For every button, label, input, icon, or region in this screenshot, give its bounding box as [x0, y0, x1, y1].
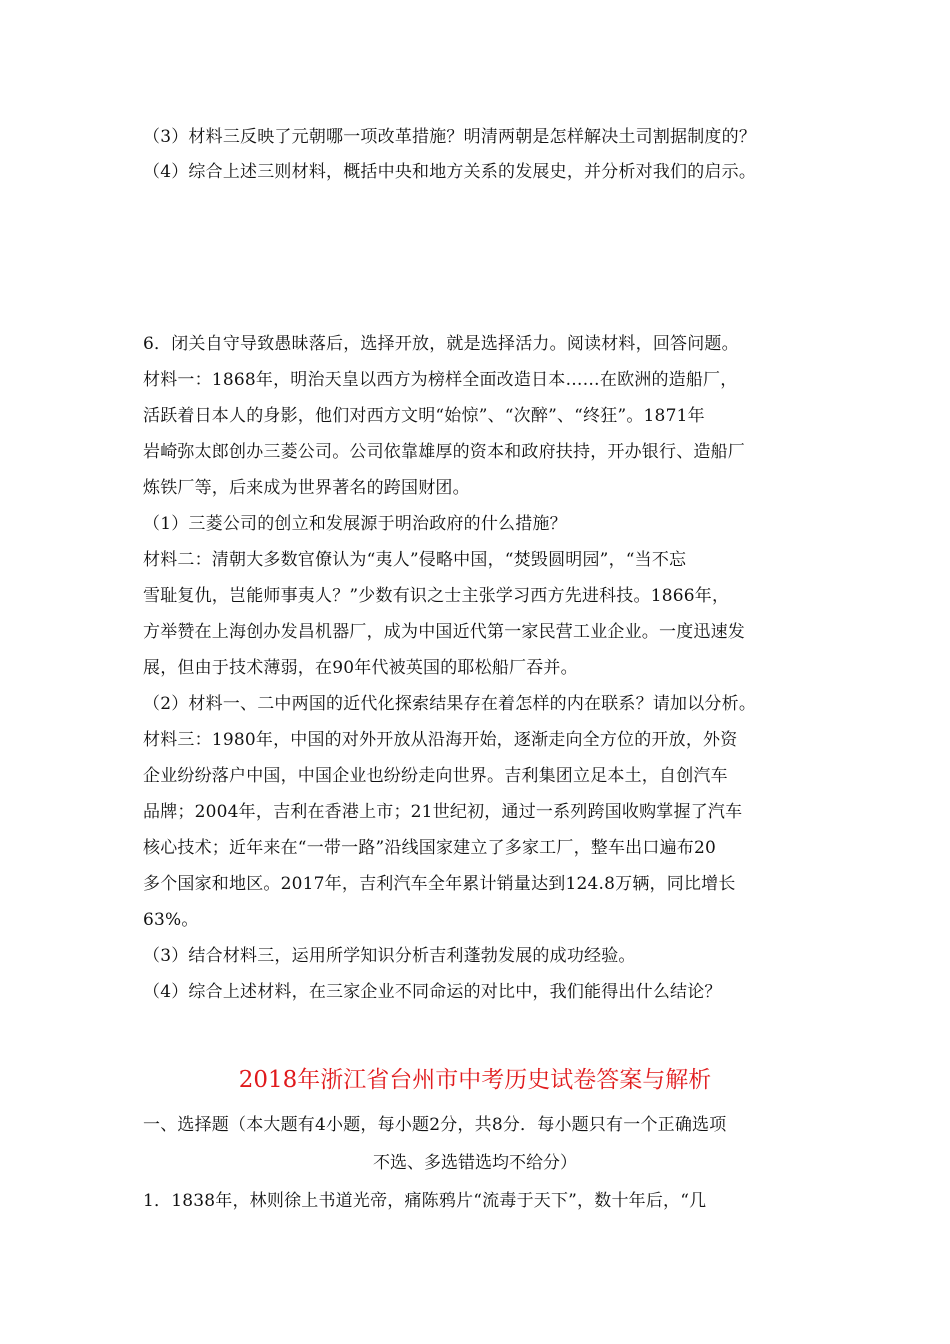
q6-material3-line1: 材料三：1980年，中国的对外开放从沿海开始，逐渐走向全方位的开放，外资: [143, 730, 738, 750]
q6-part1: （1）三菱公司的创立和发展源于明治政府的什么措施？: [143, 514, 567, 534]
q6-material2-line3: 方举赞在上海创办发昌机器厂，成为中国近代第一家民营工业企业。一度迅速发: [143, 622, 745, 642]
q6-material1-line2: 活跃着日本人的身影，他们对西方文明“始惊”、“次醉”、“终狂”。1871年: [143, 406, 705, 426]
question-1-start: 1．1838年，林则徐上书道光帝，痛陈鸦片“流毒于天下”，数十年后，“几: [143, 1191, 707, 1211]
q5-part3: （3）材料三反映了元朝哪一项改革措施？明清两朝是怎样解决土司割据制度的？: [143, 127, 757, 147]
section-heading-continued: 不选、多选错选均不给分）: [373, 1153, 577, 1173]
q6-material1-line4: 炼铁厂等，后来成为世界著名的跨国财团。: [143, 478, 470, 498]
q6-material1-line1: 材料一：1868年，明治天皇以西方为榜样全面改造日本……在欧洲的造船厂，: [143, 370, 738, 390]
q6-material2-line2: 雪耻复仇，岂能师事夷人？”少数有识之士主张学习西方先进科技。1866年，: [143, 586, 730, 606]
q5-part4: （4）综合上述三则材料，概括中央和地方关系的发展史，并分析对我们的启示。: [143, 162, 757, 182]
q6-part3: （3）结合材料三，运用所学知识分析吉利蓬勃发展的成功经验。: [143, 946, 636, 966]
q6-material3-line2: 企业纷纷落户中国，中国企业也纷纷走向世界。吉利集团立足本土，自创汽车: [143, 766, 728, 786]
q6-part2: （2）材料一、二中两国的近代化探索结果存在着怎样的内在联系？请加以分析。: [143, 694, 757, 714]
q6-material3-line5: 多个国家和地区。2017年，吉利汽车全年累计销量达到124.8万辆，同比增长: [143, 874, 736, 894]
q6-material2-line1: 材料二：清朝大多数官僚认为“夷人”侵略中国，“焚毁圆明园”，“当不忘: [143, 550, 687, 570]
q6-material3-line3: 品牌；2004年，吉利在香港上市；21世纪初，通过一系列跨国收购掌握了汽车: [143, 802, 743, 822]
q6-stem: 6．闭关自守导致愚昧落后，选择开放，就是选择活力。阅读材料，回答问题。: [143, 334, 739, 354]
q6-material3-line6: 63%。: [143, 910, 199, 930]
q6-material2-line4: 展，但由于技术薄弱，在90年代被英国的耶松船厂吞并。: [143, 658, 578, 678]
q6-material3-line4: 核心技术；近年来在“一带一路”沿线国家建立了多家工厂，整车出口遍布20: [143, 838, 717, 858]
q6-part4: （4）综合上述材料，在三家企业不同命运的对比中，我们能得出什么结论？: [143, 982, 722, 1002]
section-heading: 一、选择题（本大题有4小题，每小题2分，共8分．每小题只有一个正确选项: [143, 1115, 727, 1135]
q6-material1-line3: 岩崎弥太郎创办三菱公司。公司依靠雄厚的资本和政府扶持，开办银行、造船厂: [143, 442, 745, 462]
answer-section-title: 2018年浙江省台州市中考历史试卷答案与解析: [238, 1067, 712, 1093]
